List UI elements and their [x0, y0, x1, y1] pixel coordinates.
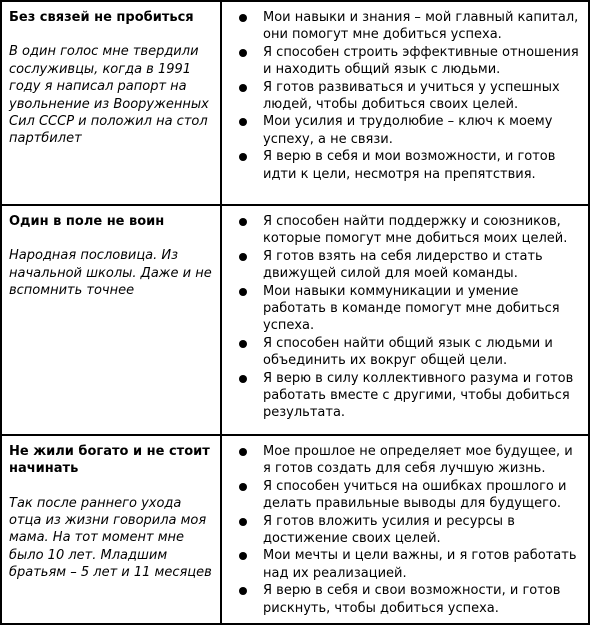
- list-item: [236, 79, 582, 114]
- affirmations-cell: [221, 205, 589, 435]
- belief-cell: [1, 1, 221, 205]
- list-item: [236, 335, 582, 370]
- affirmation-text: Я готов развиваться и учиться у успешных людей, чтобы добиться своих целей.: [263, 79, 560, 113]
- affirmation-text: Я готов взять на себя лидерство и стать движущей силой для моей команды.: [263, 248, 543, 282]
- bullet-icon: [239, 49, 247, 57]
- affirmation-text: Я способен учиться на ошибках прошлого и делать правильные выводы для будущего.: [263, 478, 567, 512]
- affirmations-cell: [221, 435, 589, 624]
- affirmation-text: Мои усилия и трудолюбие – ключ к моему успеху, а не связи.: [263, 114, 553, 147]
- belief-cell: [1, 205, 221, 435]
- belief-title: Без связей не пробиться: [9, 10, 194, 25]
- affirmation-text: Я способен строить эффективные отношения и находить общий язык с людьми.: [263, 44, 579, 78]
- affirmations-list: [236, 9, 582, 183]
- bullet-icon: [239, 14, 247, 22]
- bullet-icon: [239, 84, 247, 92]
- affirmations-list: [236, 443, 582, 617]
- bullet-icon: [239, 483, 247, 491]
- bullet-icon: [239, 448, 247, 456]
- affirmation-text: Я верю в себя и свои возможности, и готов рискнуть, чтобы добиться успеха.: [263, 583, 561, 616]
- affirmation-text: Мои мечты и цели важны, и я готов работать над их реализацией.: [263, 548, 577, 581]
- affirmation-text: Мои навыки коммуникации и умение работать в команде помогут мне добиться успеха.: [263, 283, 560, 334]
- list-item: [236, 283, 582, 335]
- affirmation-text: Я верю в силу коллективного разума и готов работать вместе с другими, чтобы добиться результата.: [263, 370, 574, 421]
- affirmation-text: Мои навыки и знания – мой главный капитал, они помогут мне добиться успеха.: [263, 10, 579, 43]
- bullet-icon: [239, 587, 247, 595]
- bullet-icon: [239, 375, 247, 383]
- list-item: [236, 248, 582, 283]
- list-item: [236, 478, 582, 513]
- affirmation-text: Я готов вложить усилия и ресурсы в достижение своих целей.: [263, 513, 515, 547]
- bullet-icon: [239, 253, 247, 261]
- list-item: [236, 443, 582, 478]
- affirmation-text: Мое прошлое не определяет мое будущее, и я готов создать для себя лучшую жизнь.: [263, 444, 573, 477]
- belief-title: Не жили богато и не стоит начинать: [9, 444, 210, 477]
- affirmation-text: Я верю в себя и мои возможности, и готов идти к цели, несмотря на препятствия.: [263, 149, 556, 182]
- list-item: [236, 582, 582, 617]
- table-row: [1, 205, 589, 435]
- list-item: [236, 213, 582, 248]
- bullet-icon: [239, 340, 247, 348]
- bullet-icon: [239, 288, 247, 296]
- list-item: [236, 44, 582, 79]
- list-item: [236, 513, 582, 548]
- table-row: [1, 435, 589, 624]
- affirmation-text: Я способен найти общий язык с людьми и объединить их вокруг общей цели.: [263, 335, 553, 369]
- bullet-icon: [239, 218, 247, 226]
- bullet-icon: [239, 118, 247, 126]
- list-item: [236, 148, 582, 183]
- bullet-icon: [239, 518, 247, 526]
- list-item: [236, 9, 582, 44]
- belief-title: Один в поле не воин: [9, 214, 165, 229]
- table-row: [1, 1, 589, 205]
- affirmations-cell: [221, 1, 589, 205]
- affirmations-list: [236, 213, 582, 422]
- bullet-icon: [239, 153, 247, 161]
- bullet-icon: [239, 552, 247, 560]
- belief-source: Так после раннего ухода отца из жизни говорила моя мама. На тот момент мне было 10 лет. Младшим братьям – 5 лет и 11 месяцев: [9, 495, 212, 581]
- affirmation-text: Я способен найти поддержку и союзников, которые помогут мне добиться моих целей.: [263, 214, 568, 247]
- belief-cell: [1, 435, 221, 624]
- belief-source: Народная пословица. Из начальной школы. Даже и не вспомнить точнее: [9, 248, 212, 299]
- list-item: [236, 547, 582, 582]
- belief-source: В один голос мне твердили сослуживцы, когда в 1991 году я написал рапорт на увольнение из Вооруженных Сил СССР и положил на стол партбилет: [9, 44, 209, 147]
- list-item: [236, 113, 582, 148]
- list-item: [236, 370, 582, 422]
